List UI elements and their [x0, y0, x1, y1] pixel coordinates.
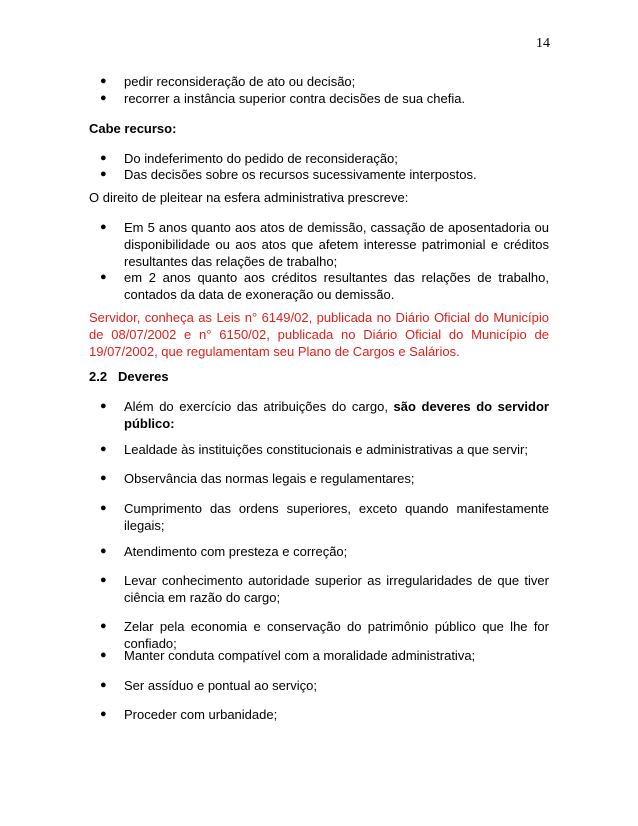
bullet-icon: ● — [100, 679, 107, 691]
list-item — [89, 150, 549, 167]
list-item — [89, 706, 549, 723]
list-item-text: Levar conhecimento autoridade superior as irregularidades de que tiver ciência em razão do cargo; — [124, 573, 549, 605]
section-heading — [89, 368, 549, 385]
servidor-notice: Servidor, conheça as Leis n° 6149/02, publicada no Diário Oficial do Município de 08/07/2002 e n° 6150/02, publicada no Diário Oficial do Município de 19/07/2002, que regulamentam seu Plano de Cargos e Salários. — [89, 310, 549, 359]
bullet-icon: ● — [100, 649, 107, 661]
list-item — [89, 441, 549, 458]
bullet-icon: ● — [100, 168, 107, 180]
bullet-icon: ● — [100, 574, 107, 586]
cabe-recurso-label: Cabe recurso: — [89, 121, 177, 136]
list-item — [89, 90, 549, 107]
bullet-icon: ● — [100, 472, 107, 484]
bullet-icon: ● — [100, 400, 107, 412]
bullet-icon: ● — [100, 271, 107, 283]
page-number: 14 — [536, 36, 550, 51]
list-item-text: Proceder com urbanidade; — [124, 707, 278, 722]
list-item — [89, 647, 549, 664]
list-item — [89, 269, 549, 303]
direito-paragraph: O direito de pleitear na esfera administrativa prescreve: — [89, 190, 409, 205]
list-item — [89, 166, 549, 183]
list-item — [89, 572, 549, 606]
list-item-text: em 2 anos quanto aos créditos resultantes das relações de trabalho, contados da data de exoneração ou demissão. — [124, 270, 549, 302]
list-item-text: Observância das normas legais e regulamentares; — [124, 471, 415, 486]
list-item-text: Das decisões sobre os recursos sucessivamente interpostos. — [124, 167, 477, 182]
deveres-intro-text: Além do exercício das atribuições do cargo, — [124, 399, 394, 414]
list-item-text: recorrer a instância superior contra decisões de sua chefia. — [124, 91, 466, 106]
bullet-icon: ● — [100, 545, 107, 557]
bullet-icon: ● — [100, 75, 107, 87]
list-item-text: Em 5 anos quanto aos atos de demissão, cassação de aposentadoria ou disponibilidade ou aos atos que afetem interesse patrimonial e créditos resultantes das relações de trabalho; — [124, 220, 549, 269]
list-item-text: Cumprimento das ordens superiores, exceto quando manifestamente ilegais; — [124, 501, 549, 533]
bullet-icon: ● — [100, 620, 107, 632]
section-title: Deveres — [118, 369, 169, 384]
list-item — [89, 219, 549, 270]
list-item-text: Atendimento com presteza e correção; — [124, 544, 348, 559]
list-item-text: Manter conduta compatível com a moralidade administrativa; — [124, 648, 476, 663]
list-item — [89, 470, 549, 487]
list-item — [89, 500, 549, 534]
bullet-icon: ● — [100, 152, 107, 164]
bullet-icon: ● — [100, 92, 107, 104]
list-item — [89, 398, 549, 432]
list-item — [89, 677, 549, 694]
list-item-text: Lealdade às instituições constitucionais e administrativas a que servir; — [124, 442, 528, 457]
list-item — [89, 73, 549, 90]
list-item — [89, 543, 549, 560]
bullet-icon: ● — [100, 443, 107, 455]
list-item-text: pedir reconsideração de ato ou decisão; — [124, 74, 356, 89]
list-item-text: Zelar pela economia e conservação do patrimônio público que lhe for confiado; — [124, 619, 549, 651]
bullet-icon: ● — [100, 708, 107, 720]
bullet-icon: ● — [100, 221, 107, 233]
list-item-text: Do indeferimento do pedido de reconsideração; — [124, 151, 398, 166]
list-item-text: Ser assíduo e pontual ao serviço; — [124, 678, 317, 693]
deveres-intro-bold: são deveres do servidor público: — [124, 399, 549, 431]
list-item-text — [124, 398, 549, 432]
section-number: 2.2 — [89, 369, 108, 384]
bullet-icon: ● — [100, 502, 107, 514]
